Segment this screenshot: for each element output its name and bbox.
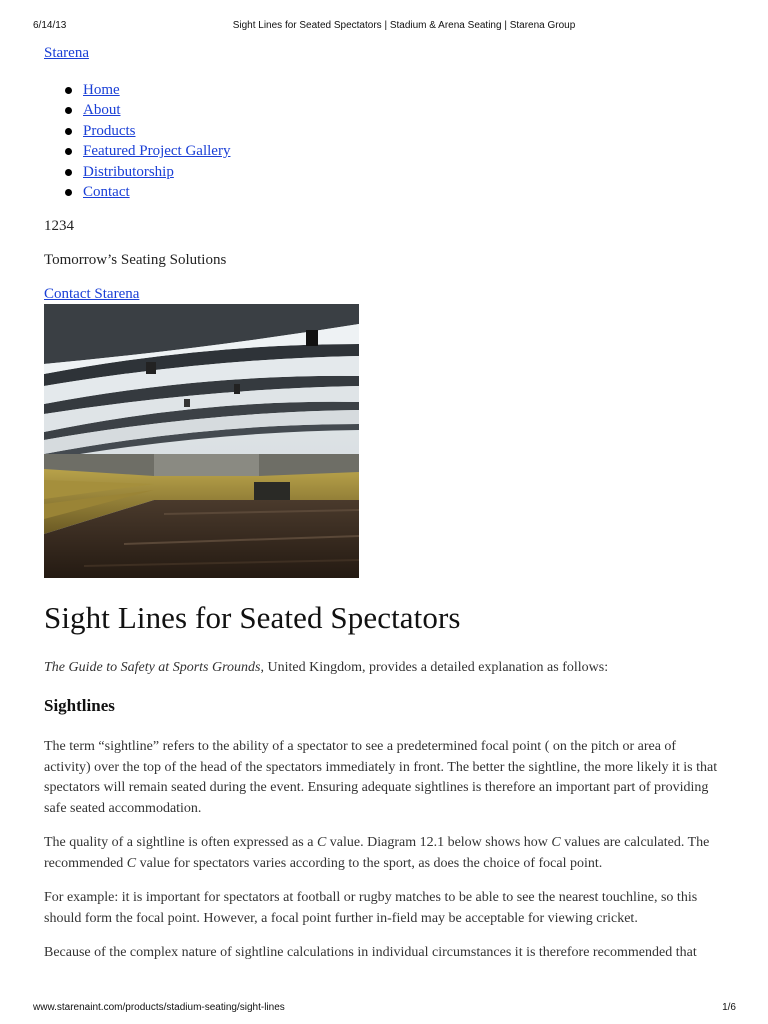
paragraph-sightline-definition: The term “sightline” refers to the ability of a spectator to see a predetermined focal point ( on the pitch or area of activity) over the top of the head of the spectators immediately in front. The better the sightline, the more likely it is that spectators will remain seated during the event. Ensuring adequate sightlines is therefore an important part of providing safe seated accommodation. bbox=[44, 739, 718, 816]
paragraph-recommendation: Because of the complex nature of sightline calculations in individual circumstances it is therefore recommended that bbox=[44, 945, 697, 961]
nav-item-about bbox=[83, 100, 724, 120]
nav-link-contact[interactable]: Contact bbox=[83, 184, 130, 201]
paragraph-example: For example: it is important for spectators at football or rugby matches to be able to see the nearest touchline, so this should form the focal point. However, a focal point further in-field may be acceptable for viewing cricket. bbox=[44, 890, 698, 926]
p2-text-b: value. Diagram 12.1 below shows how bbox=[326, 835, 552, 851]
site-name-link[interactable]: Starena bbox=[44, 45, 89, 61]
print-url: www.starenaint.com/products/stadium-seating/sight-lines bbox=[33, 1002, 285, 1013]
c-var-1: C bbox=[316, 835, 327, 851]
page-title: Sight Lines for Seated Spectators bbox=[44, 600, 461, 636]
nav-link-gallery[interactable]: Featured Project Gallery bbox=[83, 143, 231, 160]
nav-item-distributorship bbox=[83, 162, 724, 182]
nav-item-home bbox=[83, 80, 724, 100]
nav-item-contact bbox=[83, 182, 724, 202]
intro-line bbox=[44, 660, 724, 676]
print-date: 6/14/13 bbox=[33, 20, 67, 31]
nav-link-products[interactable]: Products bbox=[83, 122, 136, 139]
nav-link-home[interactable]: Home bbox=[83, 82, 120, 98]
section-heading: Sightlines bbox=[44, 696, 115, 716]
site-tagline: Tomorrow’s Seating Solutions bbox=[44, 252, 227, 269]
print-footer bbox=[0, 994, 768, 1024]
intro-text: , United Kingdom, provides a detailed explanation as follows: bbox=[260, 660, 609, 676]
p2-text-a: The quality of a sightline is often expressed as a bbox=[44, 835, 317, 851]
c-var-3: C bbox=[126, 855, 137, 871]
nav-item-gallery bbox=[83, 141, 724, 161]
print-page-number: 1/6 bbox=[722, 1002, 736, 1013]
p2-text-c: values are calculated. The recommended bbox=[44, 835, 710, 871]
guide-title: The Guide to Safety at Sports Grounds bbox=[44, 660, 261, 676]
nav-link-distributorship[interactable]: Distributorship bbox=[83, 163, 174, 180]
contact-starena-link[interactable]: Contact Starena bbox=[44, 286, 140, 303]
p2-text-d: value for spectators varies according to the sport, as does the choice of focal point. bbox=[136, 855, 603, 871]
print-page-title: Sight Lines for Seated Spectators | Stadium & Arena Seating | Starena Group bbox=[232, 20, 576, 31]
nav-item-products bbox=[83, 121, 724, 141]
print-header bbox=[0, 0, 768, 34]
page-content bbox=[44, 44, 724, 964]
main-navigation bbox=[44, 80, 724, 202]
paragraph-c-value bbox=[44, 833, 724, 874]
c-var-2: C bbox=[551, 835, 561, 851]
arena-photo bbox=[44, 304, 359, 578]
counter-text: 1234 bbox=[44, 218, 74, 235]
nav-link-about[interactable]: About bbox=[83, 102, 121, 119]
